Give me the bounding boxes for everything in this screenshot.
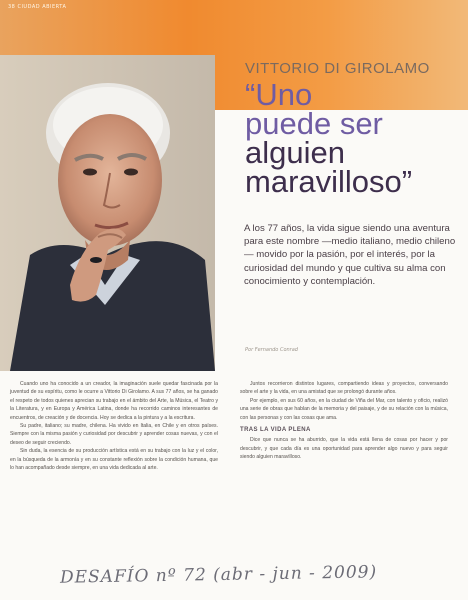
- handwritten-annotation: DESAFÍO nº 72 (abr - jun - 2009): [59, 562, 378, 588]
- body-paragraph: Juntos recorrieron distintos lugares, compartiendo ideas y proyectos, conversando sobre el arte y la vida, en una amistad que se prolongó durante años.: [240, 381, 448, 396]
- portrait-illustration: [0, 55, 215, 371]
- headline-line-4: maravilloso”: [245, 164, 413, 199]
- lead-paragraph: A los 77 años, la vida sigue siendo una aventura para este nombre —medio italiano, medio chileno— movido por la pasión, por el interés, por la curiosidad del mundo y que cultiva su alma con conocimiento y contemplación.: [244, 223, 456, 287]
- section-subhead: TRAS LA VIDA PLENA: [240, 427, 311, 434]
- headline-line-3: alguien: [245, 135, 345, 170]
- person-name-kicker: VITTORIO DI GIROLAMO: [245, 60, 430, 77]
- headline-quote: [245, 77, 460, 199]
- body-paragraph: Dice que nunca se ha aburrido, que la vida está llena de cosas por hacer y por descubrir, y que cada día es una oportunidad para aprender algo nuevo y para seguir siendo alguien maravilloso.: [240, 437, 448, 461]
- body-paragraph: Sin duda, la esencia de su producción artística está en su trabajo con la luz y el color, en la búsqueda de la armonía y en su constante reflexión sobre la condición humana, que lo han acompañado desde siempre, en una vida dedicada al arte.: [10, 448, 218, 472]
- body-column-left: [10, 380, 218, 472]
- body-paragraph: Cuando uno ha conocido a un creador, la imaginación suele quedar fascinada por la juventud de su espíritu, como le ocurre a Vittorio Di Girolamo. A sus 77 años, se ha ganado el respeto de todos quienes aprecian su trabajo en el ámbito del Arte, la Música, el Teatro y la Literatura, y en Europa y América Latina, donde ha recorrido caminos interesantes de encuentros, de creación y de docencia. Hoy se dedica a la pintura y a la escritura.: [10, 381, 218, 421]
- body-paragraph: Su padre, italiano; su madre, chilena. Ha vivido en Italia, en Chile y en otros países. Siempre con la misma pasión y curiosidad por descubrir y aprender cosas nuevas, y con el deseo de seguir creciendo.: [10, 423, 218, 446]
- running-header: 38 CIUDAD ABIERTA: [8, 4, 67, 10]
- body-column-right: [240, 380, 448, 462]
- headline-line-2: puede ser: [245, 106, 383, 141]
- headline-line-1: “Uno: [245, 77, 313, 112]
- body-paragraph: Por ejemplo, en sus 60 años, en la ciudad de Viña del Mar, con talento y oficio, realizó una serie de obras que hablan de la memoria y del paisaje, y de su relación con la música, con las personas y con las cosas que ama.: [240, 397, 448, 421]
- portrait-photo: [0, 55, 215, 371]
- photo-credit: Por Fernando Conrad: [245, 347, 298, 353]
